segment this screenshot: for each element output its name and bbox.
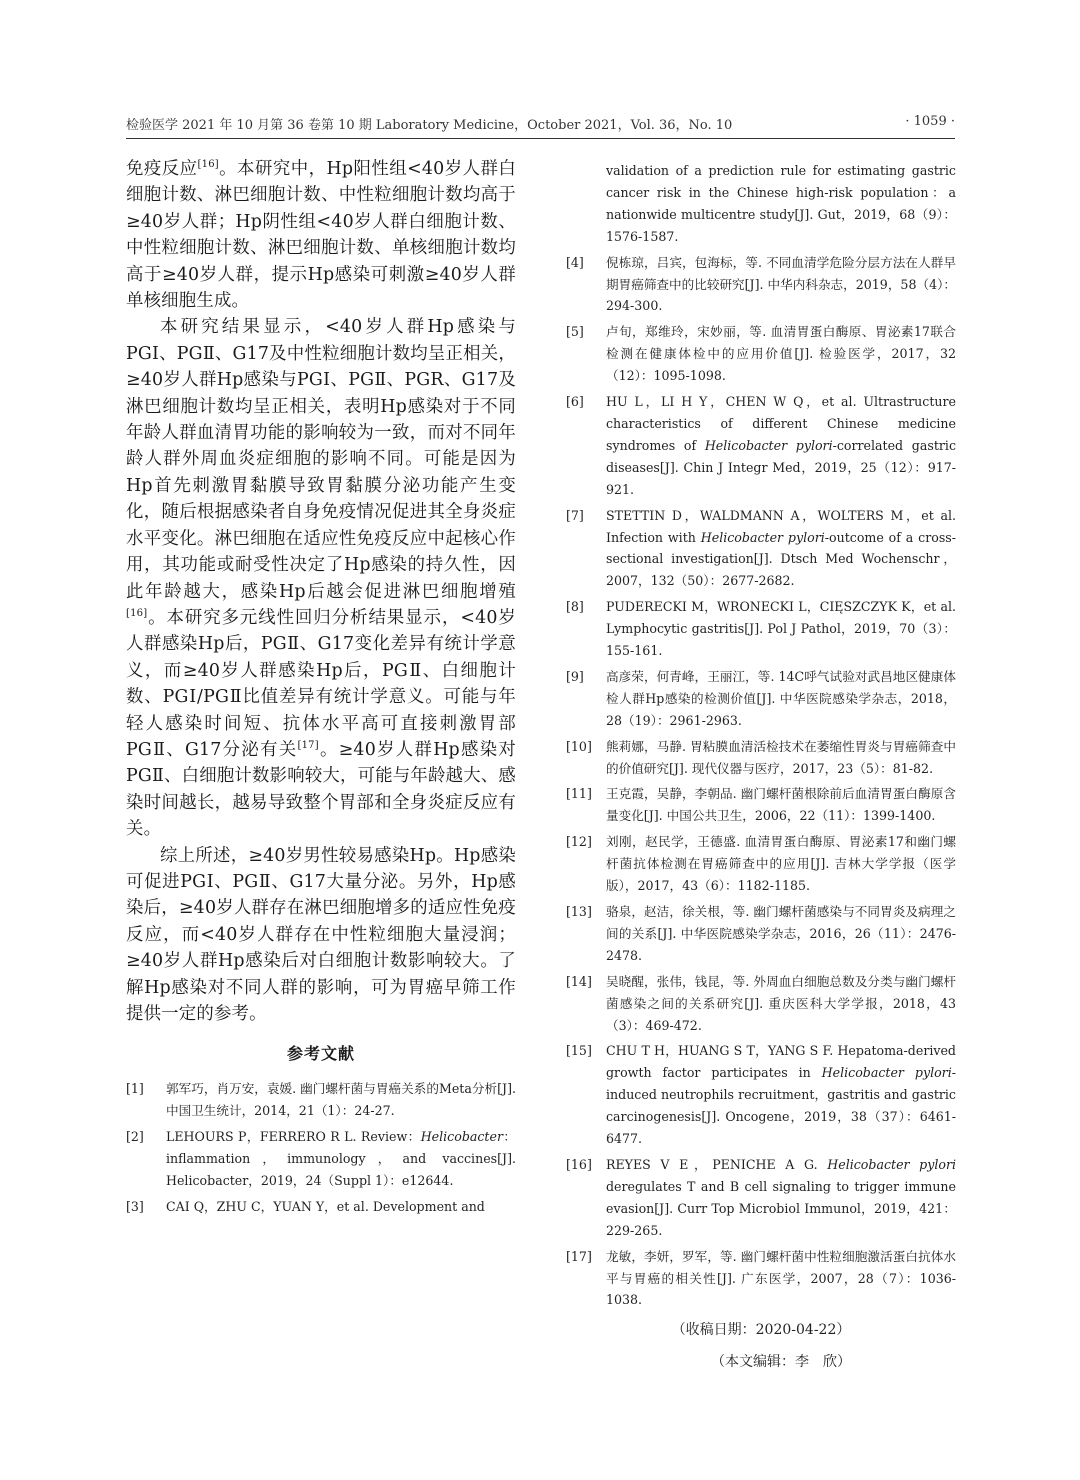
reference-list-left: [126, 1078, 516, 1217]
page-number: · 1059 ·: [905, 114, 955, 129]
citation[interactable]: [16]: [126, 608, 148, 620]
reference-4: [4] 倪栋琼，吕宾，包海标，等. 不同血清学危险分层方法在人群早期胃癌筛查中的比较研究[J]. 中华内科杂志，2019，58（4）：294-300.: [566, 254, 956, 314]
reference-12: [12] 刘刚，赵民学，王德盛. 血清胃蛋白酶原、胃泌素17和幽门螺杆菌抗体检测在胃癌筛查中的应用[J]. 吉林大学学报（医学版），2017，43（6）：1182-1185.: [566, 834, 956, 894]
reference-17: [17] 龙敏，李妍，罗军，等. 幽门螺杆菌中性粒细胞激活蛋白抗体水平与胃癌的相关性[J]. 广东医学，2007，28（7）：1036-1038.: [566, 1248, 956, 1308]
reference-7: [7] STETTIN D，WALDMANN A，WOLTERS M，et al. Infection with Helicobacter pylori-outcome of a cross-sectional investigation[J]. Dtsch Med Wochenschr，2007，132（50）：2677-2682.: [566, 507, 957, 589]
reference-3: [3] CAI Q，ZHU C，YUAN Y，et al. Development and: [126, 1198, 485, 1214]
body-paragraph-2: 本研究结果显示，<40岁人群Hp感染与PGⅠ、PGⅡ、G17及中性粒细胞计数均呈正相关，≥40岁人群Hp感染与PGⅠ、PGⅡ、PGR、G17及淋巴细胞计数均呈正相关，表明Hp感染对于不同年龄人群血清胃功能的影响较为一致，而对不同年龄人群外周血炎症细胞的影响不同。可能是因为Hp首先刺激胃黏膜导致胃黏膜分泌功能产生变化，随后根据感染者自身免疫情况促进其全身炎症水平变化。淋巴细胞在适应性免疫反应中起核心作用，其功能或耐受性决定了Hp感染的持久性，因此年龄越大，感染Hp后越会促进淋巴细胞增殖[16]。本研究多元线性回归分析结果显示，<40岁人群感染Hp后，PGⅡ、G17变化差异有统计学意义，而≥40岁人群感染Hp后，PGⅡ、白细胞计数、PGⅠ/PGⅡ比值差异有统计学意义。可能与年轻人感染时间短、抗体水平高可直接刺激胃部PGⅡ、G17分泌有关[17]。≥40岁人群Hp感染对PGⅡ、白细胞计数影响较大，可能与年龄越大、感染时间越长，越易导致整个胃部和全身炎症反应有关。: [126, 317, 517, 840]
journal-info: 检验医学 2021 年 10 月第 36 卷第 10 期 Laboratory Medicine，October 2021，Vol. 36，No. 10: [126, 118, 733, 133]
reference-11: [11] 王克霞，吴静，李朝品. 幽门螺杆菌根除前后血清胃蛋白酶原含量变化[J]. 中国公共卫生，2006，22（11）：1399-1400.: [566, 786, 956, 824]
right-column: [566, 160, 956, 1375]
body-paragraph-1: 免疫反应[16]。本研究中，Hp阳性组<40岁人群白细胞计数、淋巴细胞计数、中性粒细胞计数均高于≥40岁人群；Hp阴性组<40岁人群白细胞计数、中性粒细胞计数、淋巴细胞计数、单核细胞计数均高于≥40岁人群，提示Hp感染可刺激≥40岁人群单核细胞生成。: [126, 159, 516, 312]
body-paragraph-3: 综上所述，≥40岁男性较易感染Hp。Hp感染可促进PGⅠ、PGⅡ、G17大量分泌。另外，Hp感染后，≥40岁人群存在淋巴细胞增多的适应性免疫反应，而<40岁人群存在中性粒细胞大量浸润；≥40岁人群Hp感染后对白细胞计数影响较大。了解Hp感染对不同人群的影响，可为胃癌早筛工作提供一定的参考。: [126, 845, 516, 1024]
reference-2: [2] LEHOURS P，FERRERO R L. Review：Helicobacter：inflammation，immunology，and vaccines[J]. Helicobacter，2019，24（Suppl 1）：e12644.: [126, 1129, 516, 1189]
running-header: [126, 114, 955, 136]
citation[interactable]: [16]: [197, 159, 219, 171]
reference-10: [10] 熊莉娜，马静. 胃粘膜血清活检技术在萎缩性胃炎与胃癌筛查中的价值研究[J]. 现代仪器与医疗，2017，23（5）：81-82.: [566, 738, 956, 776]
reference-14: [14] 吴晓醒，张伟，钱昆，等. 外周血白细胞总数及分类与幽门螺杆菌感染之间的关系研究[J]. 重庆医科大学学报，2018，43（3）：469-472.: [566, 973, 956, 1033]
editor-note: （本文编辑：李 欣）: [711, 1354, 851, 1371]
reference-13: [13] 骆泉，赵洁，徐关根，等. 幽门螺杆菌感染与不同胃炎及病理之间的关系[J]. 中华医院感染学杂志，2016，26（11）：2476-2478.: [566, 904, 956, 963]
left-column: [126, 156, 516, 1222]
header-rule: [126, 138, 955, 139]
received-date: （收稿日期：2020-04-22）: [671, 1322, 851, 1339]
reference-1: [1] 郭军巧，肖万安，袁媛. 幽门螺杆菌与胃癌关系的Meta分析[J]. 中国卫生统计，2014，21（1）：24-27.: [126, 1081, 516, 1119]
references-heading: 参考文献: [286, 1044, 355, 1064]
reference-6: [6] HU L，LI H Y，CHEN W Q，et al. Ultrastructure characteristics of different Chinese medicine syndromes of Helicobacter pylori-correlated gastric diseases[J]. Chin J Integr Med，2019，25（12）：917-921.: [566, 394, 956, 497]
reference-5: [5] 卢旬，郑维玲，宋妙丽，等. 血清胃蛋白酶原、胃泌素17联合检测在健康体检中的应用价值[J]. 检验医学，2017，32（12）：1095-1098.: [566, 324, 956, 384]
reference-8: [8] PUDERECKI M，WRONECKI L，CIĘSZCZYK K，et al. Lymphocytic gastritis[J]. Pol J Pathol，2019，70（3）：155-161.: [566, 599, 956, 659]
reference-16: [16] REYES V E，PENICHE A G. Helicobacter pylori deregulates T and B cell signaling to trigger immune evasion[J]. Curr Top Microbiol Immunol，2019，421：229-265.: [566, 1156, 957, 1238]
reference-15: [15] CHU T H，HUANG S T，YANG S F. Hepatoma-derived growth factor participates in Helicobacter pylori-induced neutrophils recruitment，gastritis and gastric carcinogenesis[J]. Oncogene，2019，38（37）：6461-6477.: [566, 1043, 956, 1147]
reference-9: [9] 高彦荣，何青峰，王丽江，等. 14C呼气试验对武昌地区健康体检人群Hp感染的检测价值[J]. 中华医院感染学杂志，2018，28（19）：2961-2963.: [566, 668, 956, 728]
reference-3-continued: validation of a prediction rule for estimating gastric cancer risk in the Chinese high-risk population：a nationwide multicentre study[J]. Gut，2019，68（9）：1576-1587.: [606, 163, 956, 244]
citation[interactable]: [17]: [297, 740, 319, 752]
